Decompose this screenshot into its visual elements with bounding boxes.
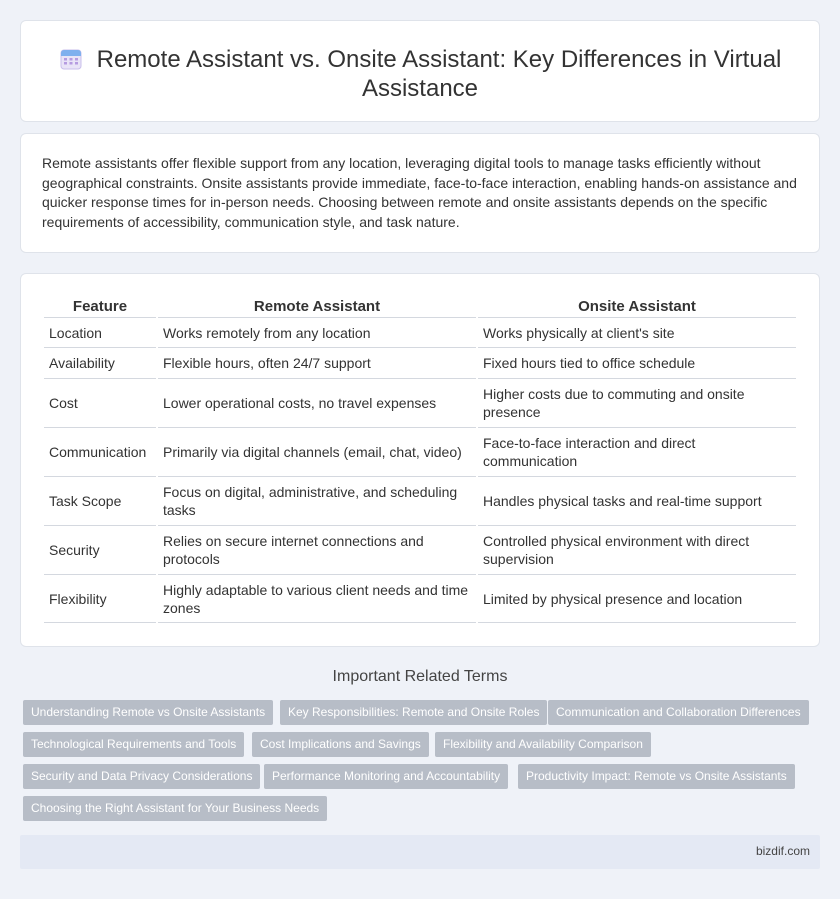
footer-site-link[interactable]: bizdif.com xyxy=(755,844,810,858)
table-row xyxy=(44,476,796,525)
table-row xyxy=(44,525,796,574)
related-term-tag[interactable]: Security and Data Privacy Considerations xyxy=(23,764,260,789)
table-row xyxy=(44,378,796,427)
header-remote: Remote Assistant xyxy=(253,298,381,315)
feature-cell: Flexibility xyxy=(44,574,156,623)
table-row xyxy=(44,427,796,476)
table-row xyxy=(44,347,796,378)
related-term-tag[interactable]: Key Responsibilities: Remote and Onsite Roles xyxy=(280,700,547,725)
feature-cell: Communication xyxy=(44,427,156,476)
footer-bar xyxy=(20,835,820,869)
remote-cell: Highly adaptable to various client needs and time zones xyxy=(158,574,476,623)
onsite-cell: Higher costs due to commuting and onsite presence xyxy=(478,378,796,427)
related-terms-title: Important Related Terms xyxy=(332,668,508,685)
related-term-tag[interactable]: Flexibility and Availability Comparison xyxy=(435,732,651,757)
related-term-tag[interactable]: Communication and Collaboration Differences xyxy=(548,700,809,725)
remote-cell: Flexible hours, often 24/7 support xyxy=(158,347,476,378)
related-term-tag[interactable]: Cost Implications and Savings xyxy=(252,732,429,757)
remote-cell: Relies on secure internet connections and protocols xyxy=(158,525,476,574)
header-onsite: Onsite Assistant xyxy=(578,298,696,315)
table-row xyxy=(44,574,796,623)
onsite-cell: Fixed hours tied to office schedule xyxy=(478,347,796,378)
remote-cell: Focus on digital, administrative, and scheduling tasks xyxy=(158,476,476,525)
calendar-icon xyxy=(59,47,83,71)
page-title: Remote Assistant vs. Onsite Assistant: Key Differences in Virtual Assistance xyxy=(96,46,782,102)
intro-paragraph: Remote assistants offer flexible support from any location, leveraging digital tools to manage tasks efficiently without geographical constraints. Onsite assistants provide immediate, face-to-face interaction, enabling hands-on assistance and quicker response times for in-person needs. Choosing between remote and onsite assistants depends on the specific requirements of accessibility, communication style, and task nature. xyxy=(42,155,797,230)
comparison-card xyxy=(20,273,820,647)
feature-cell: Security xyxy=(44,525,156,574)
related-term-tag[interactable]: Understanding Remote vs Onsite Assistants xyxy=(23,700,273,725)
title-card xyxy=(20,20,820,122)
onsite-cell: Works physically at client's site xyxy=(478,317,796,347)
page-title-wrap xyxy=(41,45,799,103)
table-row xyxy=(44,317,796,347)
feature-cell: Location xyxy=(44,317,156,347)
onsite-cell: Handles physical tasks and real-time support xyxy=(478,476,796,525)
header-feature: Feature xyxy=(72,298,128,315)
onsite-cell: Controlled physical environment with direct supervision xyxy=(478,525,796,574)
remote-cell: Works remotely from any location xyxy=(158,317,476,347)
related-term-tag[interactable]: Technological Requirements and Tools xyxy=(23,732,244,757)
related-term-tag[interactable]: Choosing the Right Assistant for Your Business Needs xyxy=(23,796,327,821)
onsite-cell: Face-to-face interaction and direct communication xyxy=(478,427,796,476)
remote-cell: Primarily via digital channels (email, chat, video) xyxy=(158,427,476,476)
feature-cell: Task Scope xyxy=(44,476,156,525)
intro-card xyxy=(20,133,820,253)
related-term-tag[interactable]: Performance Monitoring and Accountability xyxy=(264,764,508,789)
feature-cell: Cost xyxy=(44,378,156,427)
remote-cell: Lower operational costs, no travel expenses xyxy=(158,378,476,427)
table-header-row xyxy=(44,295,796,317)
onsite-cell: Limited by physical presence and location xyxy=(478,574,796,623)
related-term-tag[interactable]: Productivity Impact: Remote vs Onsite Assistants xyxy=(518,764,795,789)
comparison-table xyxy=(42,295,798,623)
feature-cell: Availability xyxy=(44,347,156,378)
